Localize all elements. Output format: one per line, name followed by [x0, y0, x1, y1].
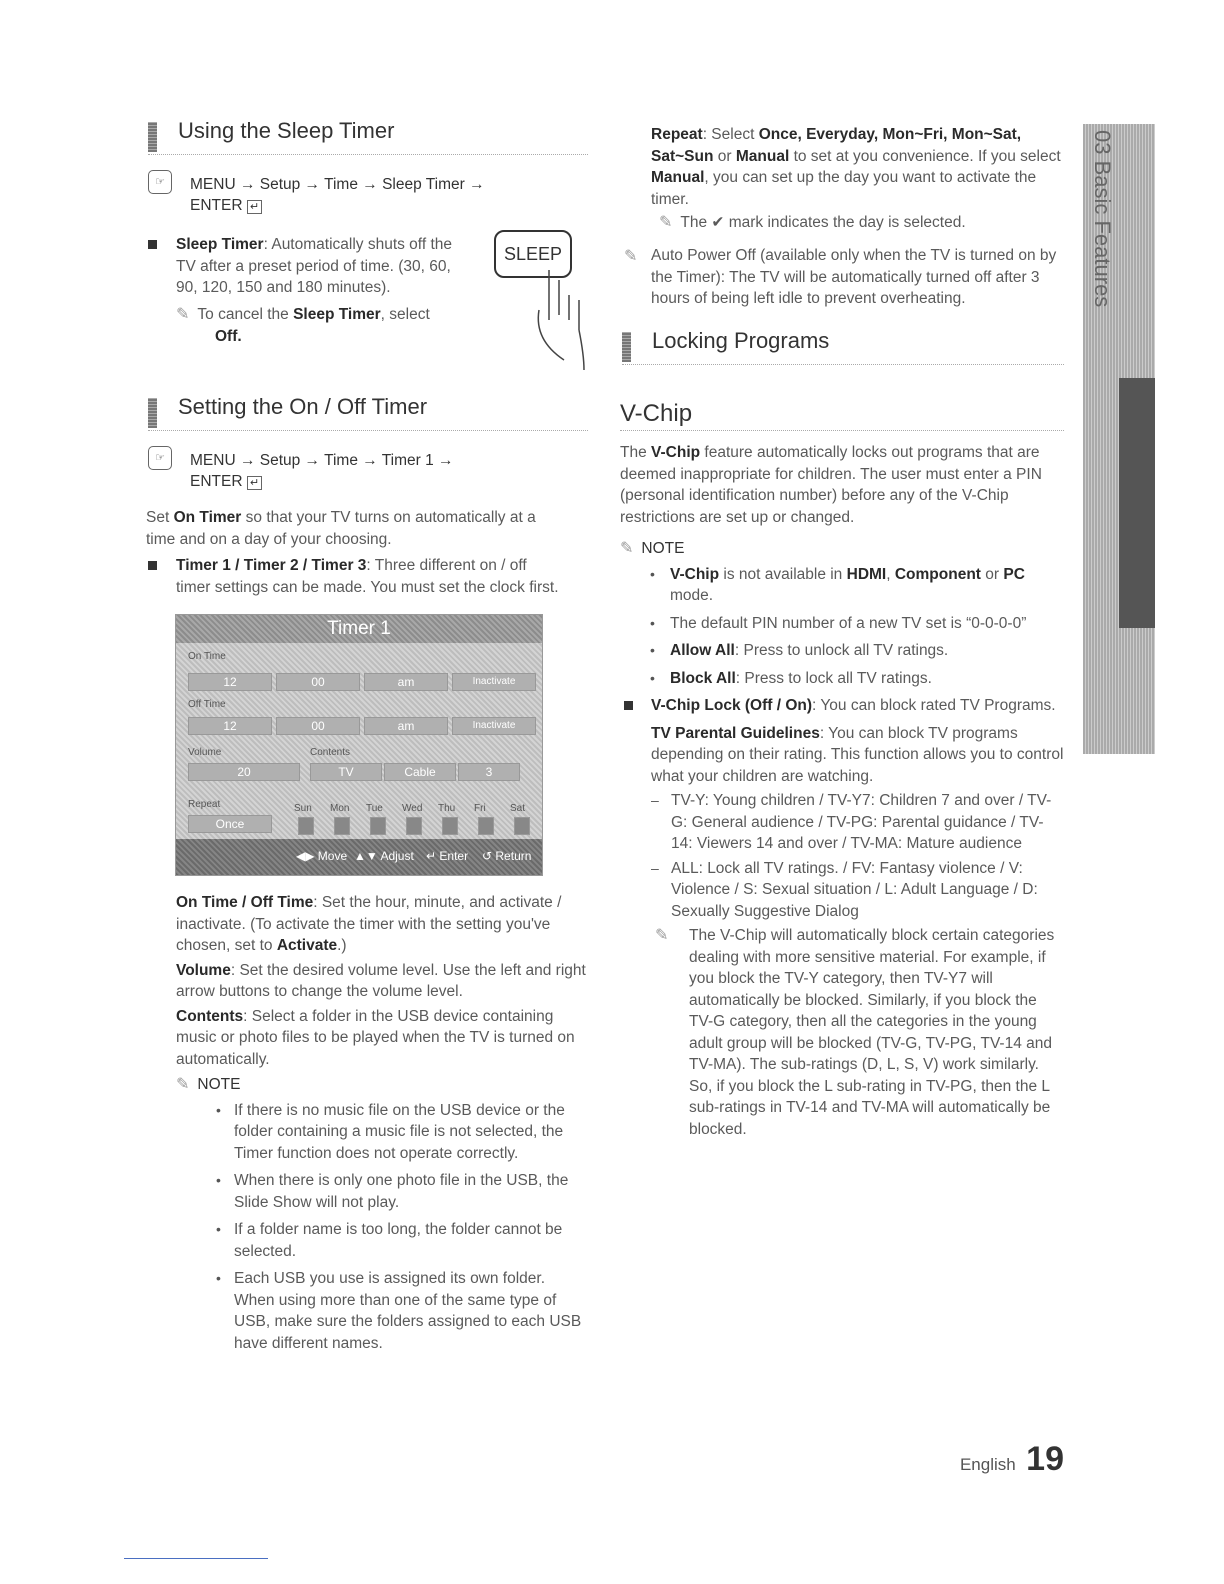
osd-day-checkbox: [442, 817, 458, 835]
osd-day-label: Thu: [438, 803, 456, 814]
note-item: [216, 1219, 588, 1262]
n1-bold: V-Chip: [670, 565, 720, 583]
section-heading-onoff-timer: [148, 394, 588, 431]
note-text: If a folder name is too long, the folder cannot be selected.: [234, 1221, 563, 1260]
bullet-square: [148, 561, 157, 570]
osd-day-checkbox: [334, 817, 350, 835]
heading-bar: [148, 122, 157, 152]
repeat-or: or: [713, 147, 736, 165]
remote-sleep-illustration: [494, 230, 604, 370]
timer-bullet-text-1: : Three different on / off: [366, 557, 527, 574]
bullet-dot: •: [216, 1221, 221, 1237]
note-text-2: , select: [380, 306, 430, 323]
osd-day-label: Sun: [294, 803, 312, 814]
osd-off-state: Inactivate: [452, 717, 536, 735]
p2-label: Volume: [176, 961, 231, 979]
auto-power-off-note: Auto Power Off (available only when the TV is turned on by the Timer): The TV will be automatically turned off after 3 hours of being left idle to prevent overheating.: [651, 247, 1057, 307]
enter-icon: ↵: [247, 476, 262, 490]
vchip-heading-row: [620, 400, 1064, 431]
final-note-text: The V-Chip will automatically block certain categories dealing with more sensitive material. For example, if you block the TV-Y category, then TV-Y7 will automatically be blocked. Similarly, if you block the TV-G category, then all the categories in the young adult group will be blocked (TV-G, TV-PG, TV-14 and TV-MA). The sub-ratings (D, L, S, V) work similarly. So, if you block the L sub-rating in TV-PG, then the L sub-ratings in TV-14 and TV-MA will automatically be blocked.: [689, 927, 1055, 1138]
timer-osd-screenshot: [175, 614, 543, 876]
osd-day-label: Fri: [474, 803, 486, 814]
osd-on-ampm: am: [364, 673, 448, 691]
osd-volume-label: Volume: [188, 747, 222, 758]
menu-path-sleep: [190, 174, 485, 218]
left-notes-list: [216, 1100, 588, 1355]
sleep-text-3: 90, 120, 150 and 180 minutes).: [176, 279, 391, 296]
heading-text: Locking Programs: [652, 328, 830, 353]
chapter-tab-marker: [1119, 378, 1155, 628]
osd-footer: [176, 839, 542, 875]
vchip-note-2: [650, 613, 1064, 635]
section-heading-locking: [622, 328, 1064, 365]
note-text: If there is no music file on the USB device or the folder containing a music file is not selected, the Timer function does not operate correctly.: [234, 1101, 565, 1162]
d1-text: TV-Y: Young children / TV-Y7: Children 7 and over / TV-G: General audience / TV-PG: Parental guidance / TV-14: Viewers 14 and over / TV-MA: Mature audience: [671, 792, 1052, 852]
osd-off-hour: 12: [188, 717, 272, 735]
osd-content-tv: TV: [310, 763, 382, 781]
menu-remote-icon: ☞: [148, 170, 172, 194]
sleep-cancel-note: [176, 304, 486, 347]
dash: –: [651, 792, 659, 808]
bottom-rule: [124, 1558, 268, 1559]
repeat-text-3: , you can set up the day you want to activate the timer.: [651, 169, 1037, 208]
note-item: [216, 1170, 588, 1213]
n3-text: : Press to unlock all TV ratings.: [734, 642, 949, 659]
osd-day-label: Mon: [330, 803, 350, 814]
p3-text: : Select a folder in the USB device containing music or photo files to be played when the TV is turned on automatically.: [176, 1007, 575, 1068]
bullet-dot: •: [216, 1270, 221, 1286]
repeat-options: Once, Everyday, Mon~Fri, Mon~Sat, Sat~Sun: [651, 126, 1022, 165]
n1-pc: PC: [1003, 565, 1025, 583]
n1-end: mode.: [670, 587, 714, 604]
hand-pointer-icon: [524, 260, 604, 370]
vchip-heading: V-Chip: [620, 400, 693, 427]
bullet-dot: •: [216, 1172, 221, 1188]
heading-text: Using the Sleep Timer: [178, 118, 395, 143]
p3-label: Contents: [176, 1007, 244, 1025]
guide-text: : You can block TV programs depending on their rating. This function allows you to control what your children are watching.: [651, 724, 1064, 785]
repeat-text-1: : Select: [702, 126, 759, 143]
timer-bullet-label: Timer 1 / Timer 2 / Timer 3: [176, 557, 367, 574]
bullet-dot: •: [650, 614, 655, 631]
note-bold: Sleep Timer: [293, 306, 381, 323]
sleep-text-1: : Automatically shuts off the: [263, 236, 452, 253]
lock-text: : You can block rated TV Programs.: [812, 697, 1056, 714]
note-text: When there is only one photo file in the USB, the Slide Show will not play.: [234, 1172, 569, 1211]
bullet-square: [624, 701, 633, 710]
dash: –: [651, 859, 659, 876]
osd-title: Timer 1: [176, 615, 542, 643]
p1-bold: Activate: [276, 937, 338, 954]
sleep-timer-label: Sleep Timer: [176, 236, 264, 253]
vchip-guidelines: [651, 723, 1064, 788]
note-pencil-icon: ✎: [620, 540, 634, 557]
note-item: [216, 1100, 588, 1165]
note-pencil-icon: ✎: [655, 927, 669, 944]
bullet-dot: •: [650, 565, 655, 582]
vchip-intro-bold: V-Chip: [651, 444, 701, 461]
repeat-paragraph: [651, 124, 1063, 234]
vchip-intro-1: The: [620, 444, 652, 461]
bullet-dot: •: [650, 642, 655, 658]
osd-off-ampm: am: [364, 717, 448, 735]
guide-label: TV Parental Guidelines: [651, 724, 820, 742]
menu-path-line-1: MENU → Setup → Time → Timer 1 →: [190, 452, 454, 469]
section-heading-sleep-timer: [148, 118, 588, 155]
osd-off-min: 00: [276, 717, 360, 735]
osd-volume-value: 20: [188, 763, 300, 781]
osd-day-label: Wed: [402, 803, 423, 814]
note-title-row: [176, 1074, 588, 1096]
lock-label: V-Chip Lock (Off / On): [651, 697, 813, 714]
chapter-tab: [1083, 124, 1155, 754]
n2-text: The default PIN number of a new TV set is “0-0-0-0”: [670, 614, 1027, 632]
repeat-text-2: to set at you convenience. If you select: [789, 147, 1061, 165]
chapter-tab-label: 03 Basic Features: [1090, 130, 1115, 308]
note-pencil-icon: ✎: [659, 214, 673, 231]
bullet-dot: •: [216, 1101, 221, 1118]
vchip-body: [620, 442, 1064, 1140]
timer-bullet: [176, 555, 596, 598]
sleep-button-label: SLEEP: [494, 230, 572, 278]
left-body: [176, 892, 588, 1354]
intro-1: Set: [146, 509, 174, 526]
menu-path-onoff: [190, 450, 454, 494]
note-item: [216, 1268, 588, 1354]
heading-bar: [622, 332, 631, 362]
osd-contents-label: Contents: [310, 747, 351, 758]
onoff-intro: [146, 507, 586, 550]
p1-label: On Time / Off Time: [176, 894, 314, 911]
vchip-lock-bullet: [620, 695, 1064, 1140]
sleep-timer-description: [176, 234, 486, 299]
vchip-note-4: [650, 668, 1064, 690]
on-off-time-paragraph: [176, 892, 588, 957]
vchip-ratings-1: [651, 790, 1064, 855]
osd-on-time-label: On Time: [188, 651, 226, 662]
d2-text: ALL: Lock all TV ratings. / FV: Fantasy violence / V: Violence / S: Sexual situation / L: Adult Language / D: Sexually Suggestive Dialog: [671, 859, 1038, 920]
note-pencil-icon: ✎: [176, 306, 190, 323]
vchip-intro: [620, 442, 1064, 528]
osd-on-min: 00: [276, 673, 360, 691]
note-pencil-icon: ✎: [624, 248, 638, 265]
footer-language: English: [959, 1455, 1016, 1474]
bullet-square: [148, 240, 157, 249]
osd-enter-label: Enter: [439, 849, 469, 863]
intro-bold: On Timer: [173, 509, 242, 526]
n1-or: or: [980, 565, 1004, 583]
vchip-note-title: NOTE: [641, 540, 685, 557]
sleep-text-2: TV after a preset period of time. (30, 60,: [176, 257, 451, 275]
vchip-note-title-row: [620, 538, 1064, 560]
heading-bar: [148, 398, 157, 428]
note-off: Off.: [215, 327, 242, 345]
note-text-1: To cancel the: [197, 306, 294, 323]
osd-day-label: Tue: [366, 803, 383, 814]
vchip-lock-text: [651, 695, 1064, 717]
menu-remote-icon: ☞: [148, 446, 172, 470]
menu-path-line-2: ENTER: [190, 473, 243, 490]
check-note: [659, 212, 1063, 234]
osd-repeat-value: Once: [188, 815, 272, 833]
p1-text: : Set the hour, minute, and activate / inactivate. (To activate the timer with the setting you've chosen, set to: [176, 894, 562, 954]
repeat-label: Repeat: [651, 126, 703, 143]
contents-paragraph: [176, 1006, 588, 1071]
osd-repeat-label: Repeat: [188, 799, 221, 810]
n4-bold: Block All: [670, 669, 736, 687]
note-text: Each USB you use is assigned its own folder. When using more than one of the same type of USB, make sure the folders assigned to each USB have different names.: [234, 1270, 582, 1352]
osd-day-checkbox: [406, 817, 422, 835]
osd-off-time-label: Off Time: [188, 699, 226, 710]
vchip-intro-2: feature automatically locks out programs that are deemed inappropriate for children. The user must enter a PIN (personal identification number) before any of the V-Chip restrictions are set up or changed.: [620, 444, 1042, 526]
osd-enter: ↵ Enter: [426, 849, 469, 863]
osd-move: ◀▶ Move: [296, 849, 348, 863]
bullet-dot: •: [650, 669, 655, 686]
note-pencil-icon: ✎: [176, 1076, 190, 1093]
osd-day-checkbox: [298, 817, 314, 835]
intro-3: time and on a day of your choosing.: [146, 530, 392, 548]
menu-path-line-1: MENU → Setup → Time → Sleep Timer →: [190, 176, 485, 193]
osd-on-hour: 12: [188, 673, 272, 691]
check-mark-icon: ✔: [711, 214, 725, 231]
heading-text: Setting the On / Off Timer: [178, 394, 428, 419]
page-footer: [960, 1440, 1064, 1479]
menu-path-line-2: ENTER: [190, 197, 243, 214]
osd-content-cable: Cable: [384, 763, 456, 781]
repeat-manual: Manual: [735, 147, 790, 165]
check-note-2: mark indicates the day is selected.: [724, 214, 966, 231]
timer-bullet-text-2: timer settings can be made. You must set the clock first.: [176, 578, 559, 596]
osd-day-label: Sat: [510, 803, 526, 814]
vchip-ratings-2: [651, 858, 1064, 923]
n1-component: Component: [894, 565, 981, 583]
osd-adjust-label: Adjust: [380, 849, 414, 863]
note-title: NOTE: [197, 1076, 241, 1093]
n4-text: : Press to lock all TV ratings.: [735, 669, 932, 687]
p1-end: .): [337, 937, 347, 954]
check-note-1: The: [680, 214, 712, 231]
osd-day-checkbox: [370, 817, 386, 835]
vchip-notes: [650, 564, 1064, 690]
osd-move-label: Move: [317, 849, 348, 863]
osd-day-checkbox: [514, 817, 530, 835]
osd-return: ↺ Return: [482, 849, 532, 863]
vchip-note-1: [650, 564, 1064, 607]
enter-icon: ↵: [247, 200, 262, 214]
repeat-manual-2: Manual: [651, 169, 705, 186]
n3-bold: Allow All: [670, 642, 735, 659]
osd-content-ch: 3: [458, 763, 520, 781]
osd-on-state: Inactivate: [452, 673, 536, 691]
osd-day-checkbox: [478, 817, 494, 835]
volume-paragraph: [176, 960, 588, 1003]
osd-adjust: ▲▼ Adjust: [354, 849, 414, 863]
page-number: 19: [1026, 1440, 1064, 1478]
n1-sep: ,: [886, 565, 895, 583]
p2-text: : Set the desired volume level. Use the left and right arrow buttons to change the volume level.: [176, 961, 586, 1000]
vchip-note-3: [650, 640, 1064, 662]
intro-2: so that your TV turns on automatically at a: [241, 509, 536, 526]
vchip-final-note: [651, 925, 1064, 1140]
n1-text: is not available in: [719, 565, 847, 583]
n1-hdmi: HDMI: [846, 565, 887, 583]
osd-return-label: Return: [495, 849, 532, 863]
